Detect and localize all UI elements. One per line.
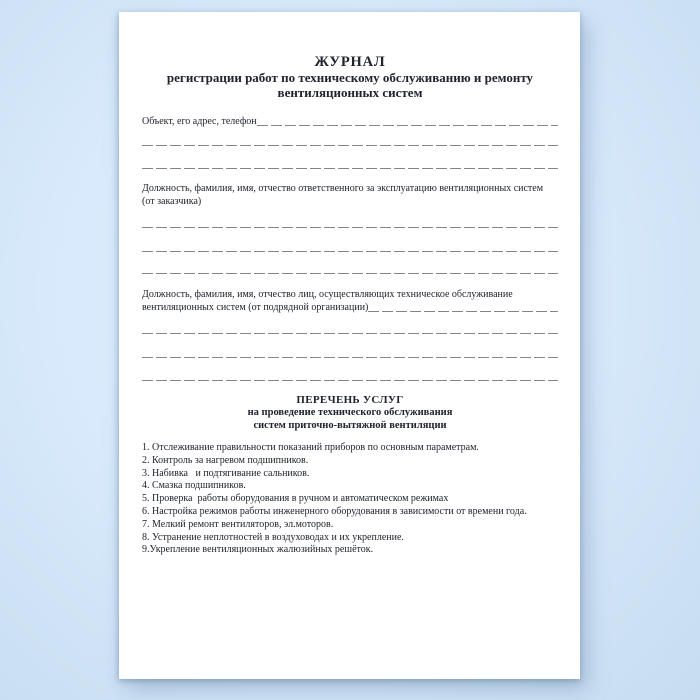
contractor-field-label-line2: вентиляционных систем (от подрядной организации) (142, 302, 369, 313)
services-heading (142, 394, 558, 432)
customer-field-label-line1: Должность, фамилия, имя, отчество ответственного за эксплуатацию вентиляционных систем (142, 183, 544, 194)
services-heading-line1: ПЕРЕЧЕНЬ УСЛУГ (296, 394, 404, 406)
blank-line (142, 168, 558, 169)
blank-line (142, 145, 558, 146)
service-item: 3. Набивка и подтягивание сальников. (142, 467, 310, 479)
contractor-field-blank-line (368, 301, 558, 312)
services-heading-line3: систем приточно-вытяжной вентиляции (253, 419, 447, 431)
blank-line (142, 227, 558, 228)
document-subtitle-line2: вентиляционных систем (277, 85, 423, 100)
object-field-blank-line (257, 115, 558, 126)
customer-field-paragraph (142, 182, 558, 208)
contractor-field-paragraph (142, 288, 558, 314)
services-list (142, 442, 558, 557)
document-page (119, 12, 580, 679)
service-item: 1. Отслеживание правильности показаний приборов по основным параметрам. (142, 442, 479, 453)
service-item: 4. Смазка подшипников. (142, 480, 246, 492)
blank-line (142, 251, 558, 252)
blank-line (142, 357, 558, 358)
contractor-field-label-line1: Должность, фамилия, имя, отчество лиц, осуществляющих техническое обслуживание (142, 289, 513, 300)
object-field-label: Объект, его адрес, телефон (142, 116, 257, 127)
service-item: 5. Проверка работы оборудования в ручном и автоматическом режимах (142, 493, 449, 505)
service-item: 6. Настройка режимов работы инженерного оборудования в зависимости от времени года. (142, 505, 527, 517)
document-title: ЖУРНАЛ (314, 54, 386, 70)
object-field-row (142, 115, 558, 128)
blank-line (142, 380, 558, 381)
service-item: 2. Контроль за нагревом подшипников. (142, 454, 309, 466)
service-item: 7. Мелкий ремонт вентиляторов, эл.моторов. (142, 518, 334, 530)
services-heading-line2: на проведение технического обслуживания (247, 407, 453, 418)
document-subtitle-line1: регистрации работ по техническому обслуживанию и ремонту (166, 70, 534, 85)
contractor-field-row (142, 301, 558, 314)
service-item: 8. Устранение неплотностей в воздуховодах и их укрепление. (142, 531, 404, 543)
blank-line (142, 333, 558, 334)
blank-line (142, 273, 558, 274)
service-item: 9.Укрепление вентиляционных жалюзийных решёток. (142, 544, 374, 556)
customer-field-label-line2: (от заказчика) (142, 196, 202, 207)
